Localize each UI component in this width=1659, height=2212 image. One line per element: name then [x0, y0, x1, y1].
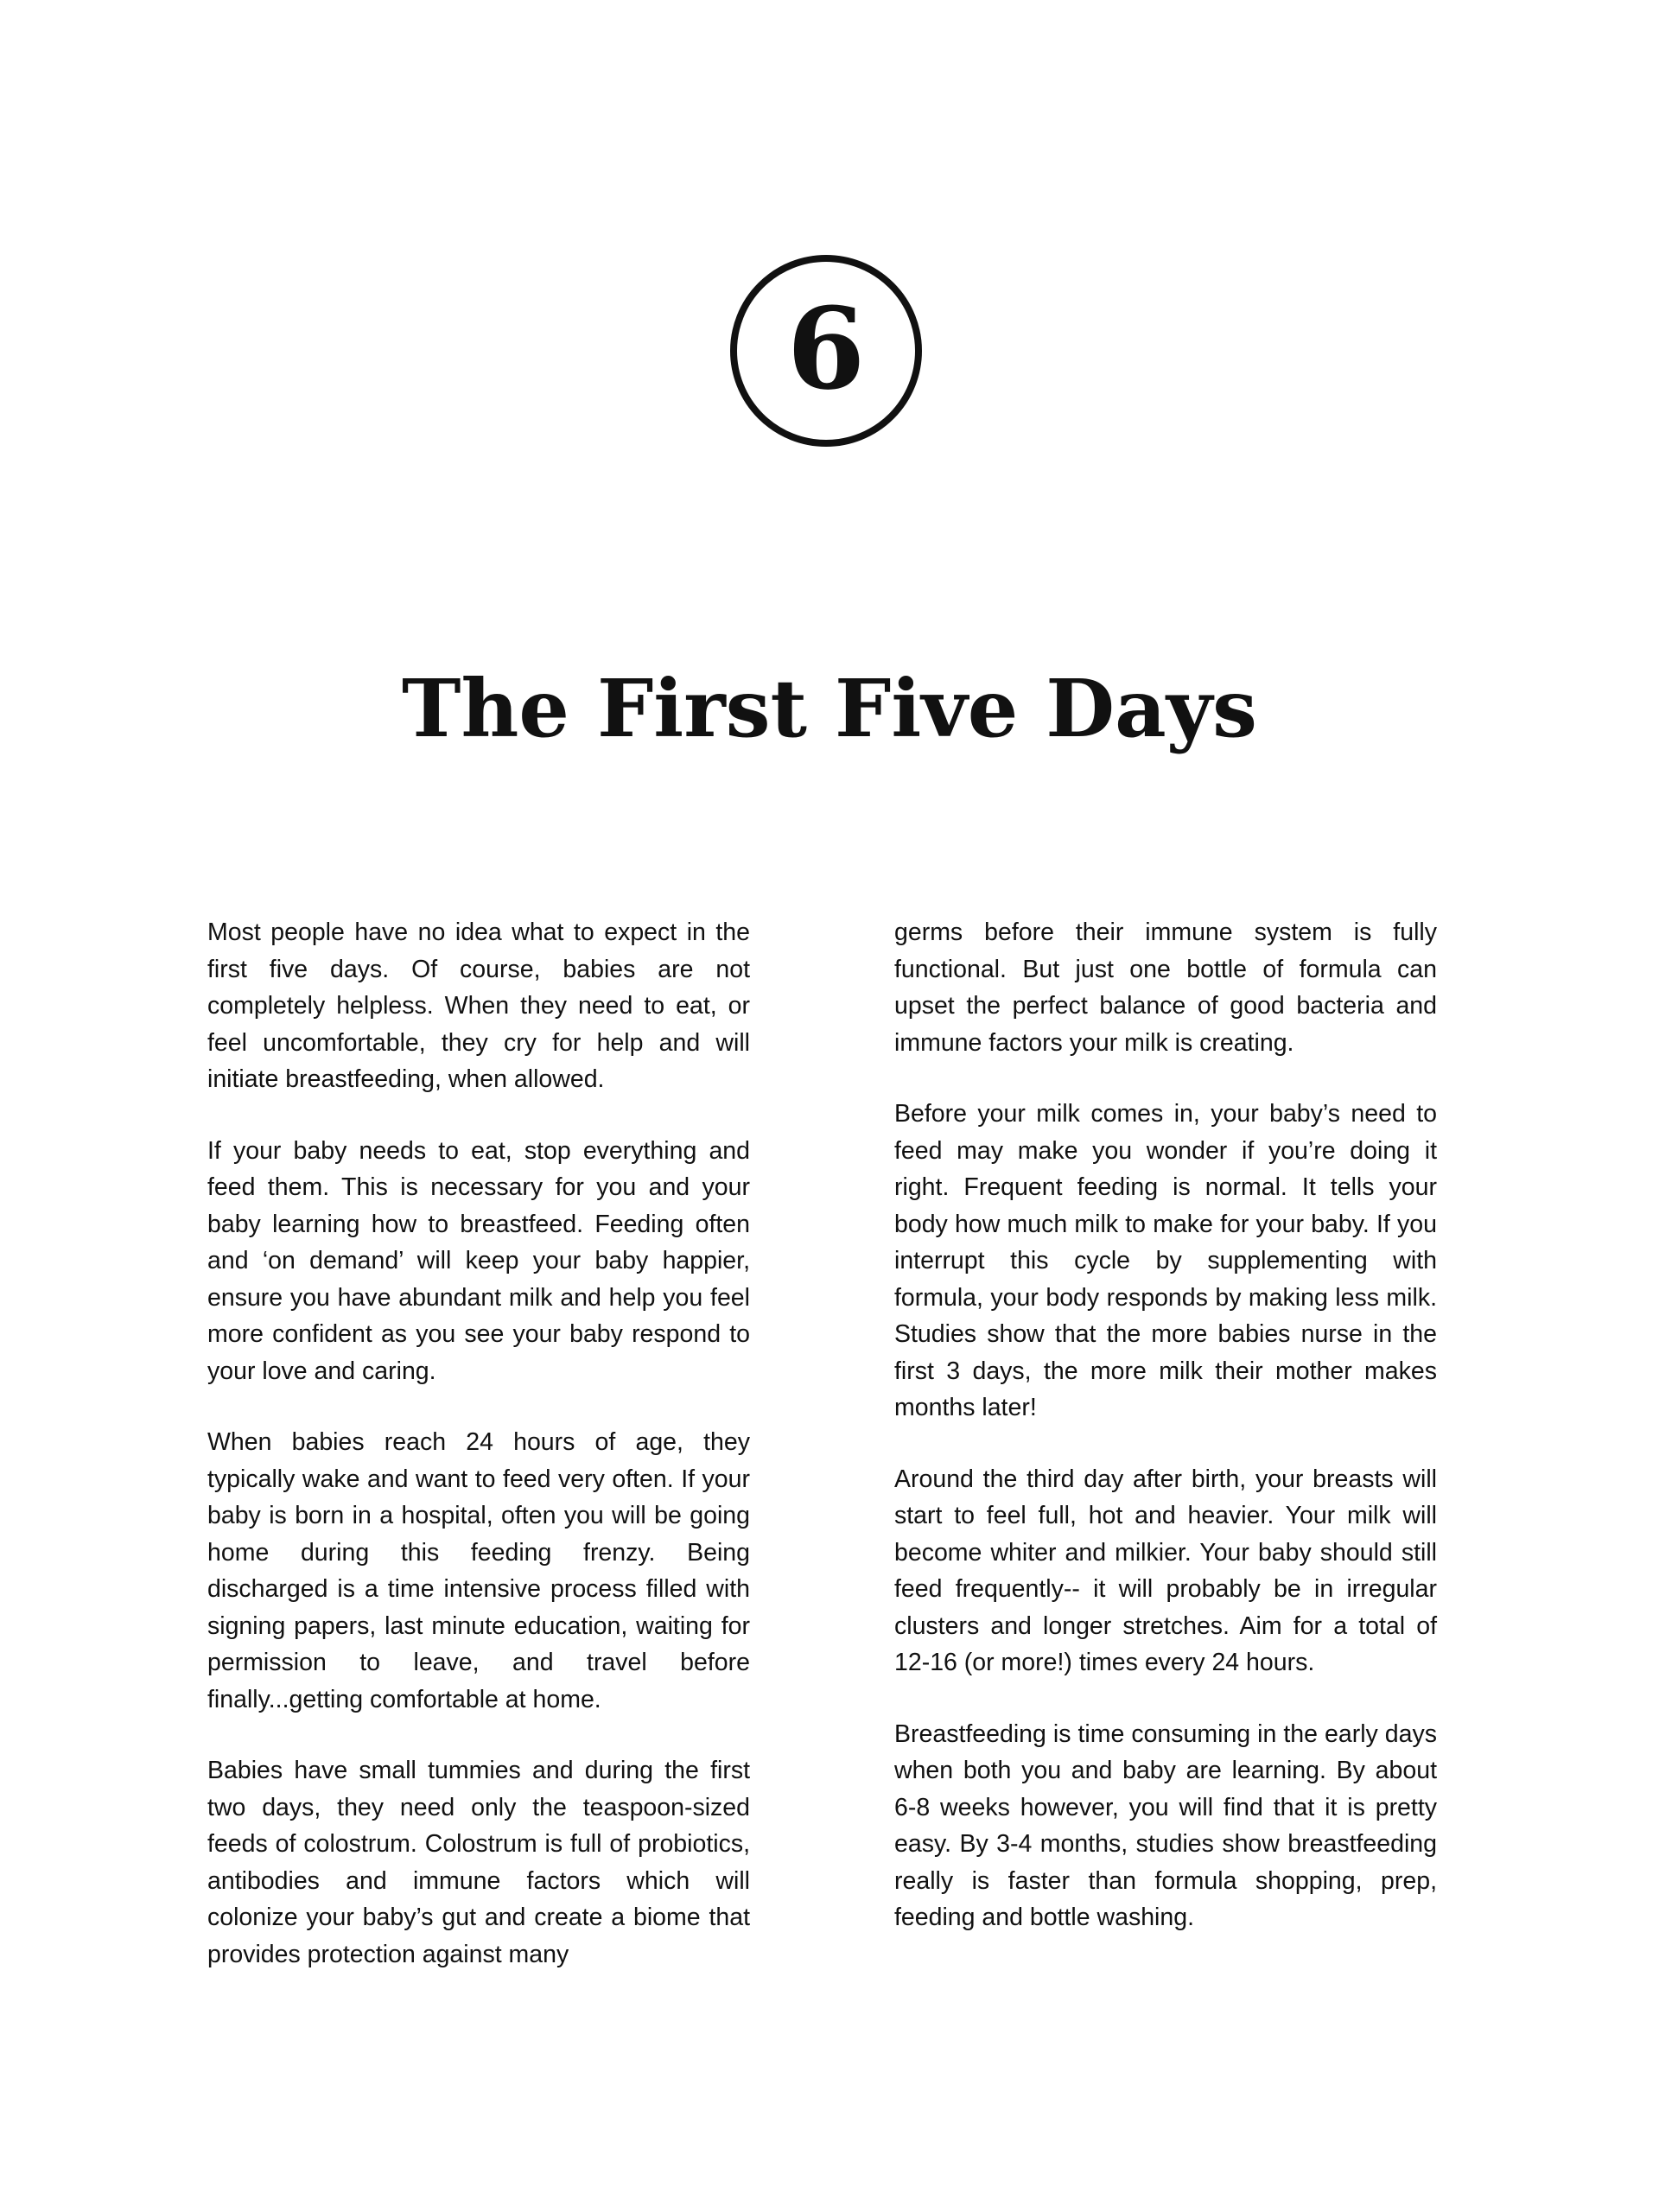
chapter-number: 6 — [786, 283, 866, 415]
paragraph: Breastfeeding is time consuming in the early days when both you and baby are learning. By about 6-8 weeks however, you will find that it is pretty easy. By 3-4 months, studies show breastfeeding really is faster than formula shopping, prep, feeding and bottle washing. — [894, 1719, 1437, 1931]
left-column — [207, 914, 750, 2007]
paragraph: When babies reach 24 hours of age, they typically wake and want to feed very often. If your baby is born in a hospital, often you will be going home during this feeding frenzy. Being discharged is a time intensive process filled with signing papers, last minute education, waiting for permission to leave, and travel before finally...getting comfortable at home. — [207, 1428, 750, 1713]
chapter-title: The First Five Days — [402, 662, 1257, 755]
paragraph: Babies have small tummies and during the first two days, they need only the teaspoon-sized feeds of colostrum. Colostrum is full of probiotics, antibodies and immune factors which will colonize your baby’s gut and create a biome that provides protection against many — [207, 1757, 750, 1968]
paragraph: If your baby needs to eat, stop everything and feed them. This is necessary for you and your baby learning how to breastfeed. Feeding often and ‘on demand’ will keep your baby happier, ensure you have abundant milk and help you feel more confident as you see your baby respond to your love and caring. — [207, 1136, 750, 1385]
chapter-number-badge — [730, 255, 922, 447]
paragraph: Before your milk comes in, your baby’s need to feed may make you wonder if you’re doing it right. Frequent feeding is normal. It tells your body how much milk to make for your baby. If you interrupt this cycle by supplementing with formula, your body responds by making less milk. Studies show that the more babies nurse in the first 3 days, the more milk their mother makes months later! — [894, 1100, 1437, 1421]
paragraph: Most people have no idea what to expect in the first five days. Of course, babies are not completely helpless. When they need to eat, or feel uncomfortable, they cry for help and will initiate breastfeeding, when allowed. — [207, 918, 750, 1093]
paragraph: Around the third day after birth, your breasts will start to feel full, hot and heavier. Your milk will become whiter and milkier. Your baby should still feed frequently-- it will probably be in irregular clusters and longer stretches. Aim for a total of 12-16 (or more!) times every 24 hours. — [894, 1465, 1437, 1676]
paragraph: germs before their immune system is fully functional. But just one bottle of formula can upset the perfect balance of good bacteria and immune factors your milk is creating. — [894, 918, 1437, 1057]
right-column — [894, 914, 1437, 1971]
